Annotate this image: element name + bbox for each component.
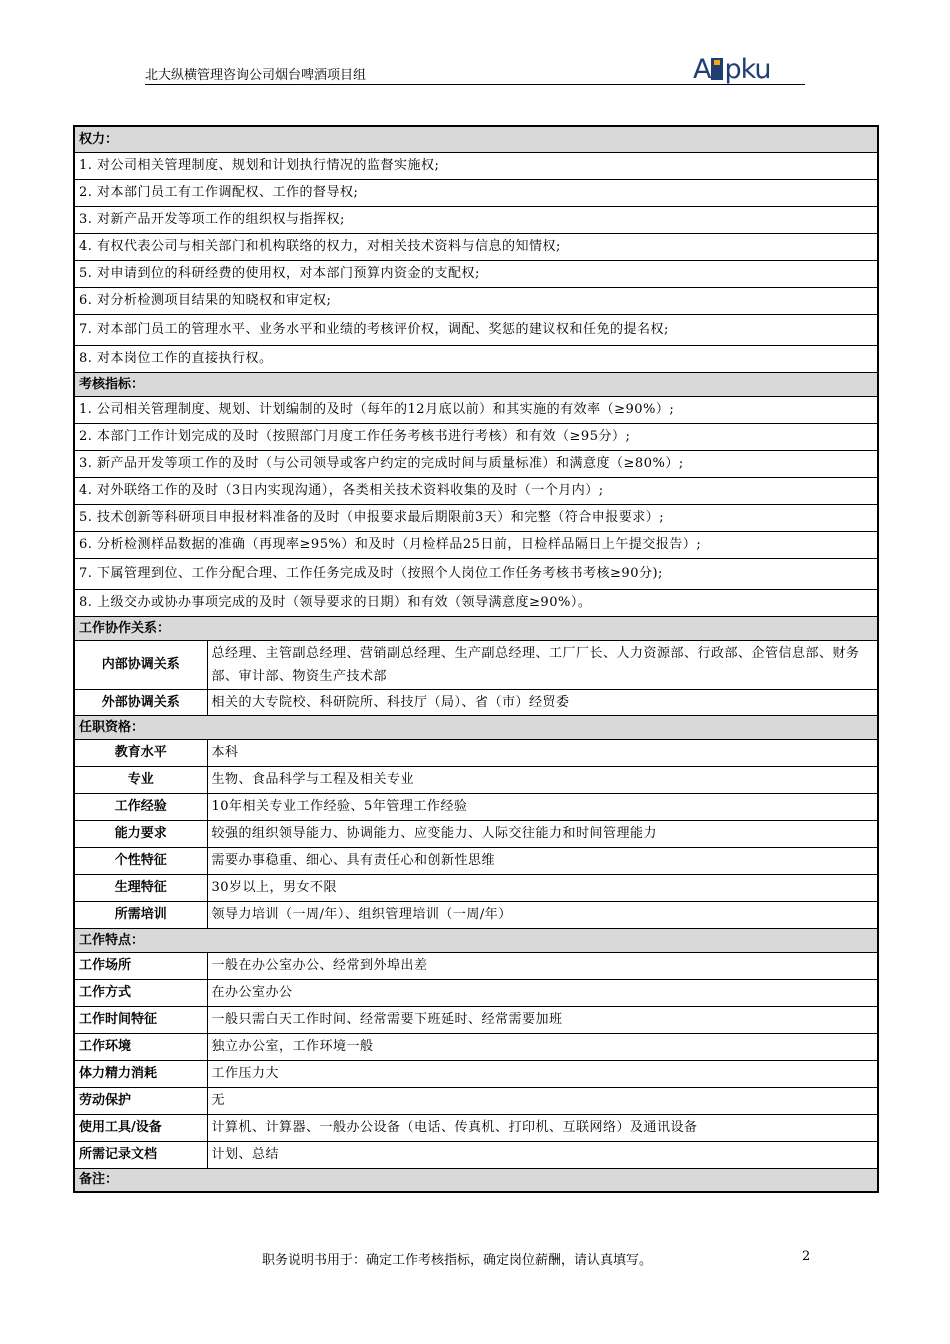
power-item: 7. 对本部门员工的管理水平、业务水平和业绩的考核评价权，调配、奖惩的建议权和任免的提名权;: [74, 314, 878, 345]
qualification-label: 工作经验: [74, 793, 207, 820]
qualification-value: 10年相关专业工作经验、5年管理工作经验: [207, 793, 878, 820]
feature-value: 一般只需白天工作时间、经常需要下班延时、经常需要加班: [207, 1006, 878, 1033]
feature-value: 计算机、计算器、一般办公设备（电话、传真机、打印机、互联网络）及通讯设备: [207, 1114, 878, 1141]
section-title-relations: 工作协作关系：: [74, 616, 878, 640]
qualification-label: 专业: [74, 766, 207, 793]
kpi-item: 7. 下属管理到位、工作分配合理、工作任务完成及时（按照个人岗位工作任务考核书考核≥90分);: [74, 558, 878, 589]
qualification-label: 能力要求: [74, 820, 207, 847]
kpi-item: 2. 本部门工作计划完成的及时（按照部门月度工作任务考核书进行考核）和有效（≥95分）;: [74, 423, 878, 450]
feature-label: 所需记录文档: [74, 1141, 207, 1168]
power-item: 1. 对公司相关管理制度、规划和计划执行情况的监督实施权;: [74, 152, 878, 179]
section-title-qualifications: 任职资格：: [74, 715, 878, 739]
feature-label: 使用工具/设备: [74, 1114, 207, 1141]
qualification-label: 所需培训: [74, 901, 207, 928]
kpi-item: 6. 分析检测样品数据的准确（再现率≥95%）和及时（月检样品25日前，日检样品隔日上午提交报告）;: [74, 531, 878, 558]
feature-value: 工作压力大: [207, 1060, 878, 1087]
header-title: 北大纵横管理咨询公司烟台啤酒项目组: [145, 68, 367, 83]
qualification-value: 较强的组织领导能力、协调能力、应变能力、人际交往能力和时间管理能力: [207, 820, 878, 847]
section-title-kpi: 考核指标：: [74, 372, 878, 396]
feature-value: 在办公室办公: [207, 979, 878, 1006]
feature-label: 劳动保护: [74, 1087, 207, 1114]
section-title-remarks: 备注：: [74, 1168, 878, 1192]
kpi-item: 8. 上级交办或协办事项完成的及时（领导要求的日期）和有效（领导满意度≥90%）。: [74, 589, 878, 616]
qualification-value: 需要办事稳重、细心、具有责任心和创新性思维: [207, 847, 878, 874]
section-title-features: 工作特点：: [74, 928, 878, 952]
qualification-label: 个性特征: [74, 847, 207, 874]
qualification-value: 本科: [207, 739, 878, 766]
feature-value: 一般在办公室办公、经常到外埠出差: [207, 952, 878, 979]
internal-relations-value: 总经理、主管副总经理、营销副总经理、生产副总经理、工厂厂长、人力资源部、行政部、企管信息部、财务部、审计部、物资生产技术部: [207, 640, 878, 689]
qualification-label: 生理特征: [74, 874, 207, 901]
qualification-value: 领导力培训（一周/年）、组织管理培训（一周/年）: [207, 901, 878, 928]
feature-label: 体力精力消耗: [74, 1060, 207, 1087]
external-relations-label: 外部协调关系: [74, 689, 207, 715]
feature-label: 工作环境: [74, 1033, 207, 1060]
feature-value: 独立办公室，工作环境一般: [207, 1033, 878, 1060]
kpi-item: 4. 对外联络工作的及时（3日内实现沟通），各类相关技术资料收集的及时（一个月内）;: [74, 477, 878, 504]
kpi-item: 1. 公司相关管理制度、规划、计划编制的及时（每年的12月底以前）和其实施的有效率（≥90%）;: [74, 396, 878, 423]
power-item: 2. 对本部门员工有工作调配权、工作的督导权;: [74, 179, 878, 206]
internal-relations-label: 内部协调关系: [74, 640, 207, 689]
allpku-logo: A pku: [693, 54, 771, 85]
power-item: 4. 有权代表公司与相关部门和机构联络的权力，对相关技术资料与信息的知情权;: [74, 233, 878, 260]
power-item: 6. 对分析检测项目结果的知晓权和审定权;: [74, 287, 878, 314]
footer-note: 职务说明书用于：确定工作考核指标，确定岗位薪酬，请认真填写。: [262, 1253, 653, 1268]
qualification-label: 教育水平: [74, 739, 207, 766]
job-description-table: [73, 125, 879, 1193]
external-relations-value: 相关的大专院校、科研院所、科技厅（局）、省（市）经贸委: [207, 689, 878, 715]
power-item: 3. 对新产品开发等项工作的组织权与指挥权;: [74, 206, 878, 233]
power-item: 5. 对申请到位的科研经费的使用权，对本部门预算内资金的支配权;: [74, 260, 878, 287]
page-number: 2: [802, 1249, 811, 1264]
feature-label: 工作时间特征: [74, 1006, 207, 1033]
feature-label: 工作场所: [74, 952, 207, 979]
feature-value: 计划、总结: [207, 1141, 878, 1168]
section-title-powers: 权力：: [74, 126, 878, 152]
kpi-item: 5. 技术创新等科研项目申报材料准备的及时（申报要求最后期限前3天）和完整（符合申报要求）;: [74, 504, 878, 531]
power-item: 8. 对本岗位工作的直接执行权。: [74, 345, 878, 372]
kpi-item: 3. 新产品开发等项工作的及时（与公司领导或客户约定的完成时间与质量标准）和满意度（≥80%）;: [74, 450, 878, 477]
qualification-value: 30岁以上，男女不限: [207, 874, 878, 901]
feature-label: 工作方式: [74, 979, 207, 1006]
qualification-value: 生物、食品科学与工程及相关专业: [207, 766, 878, 793]
feature-value: 无: [207, 1087, 878, 1114]
